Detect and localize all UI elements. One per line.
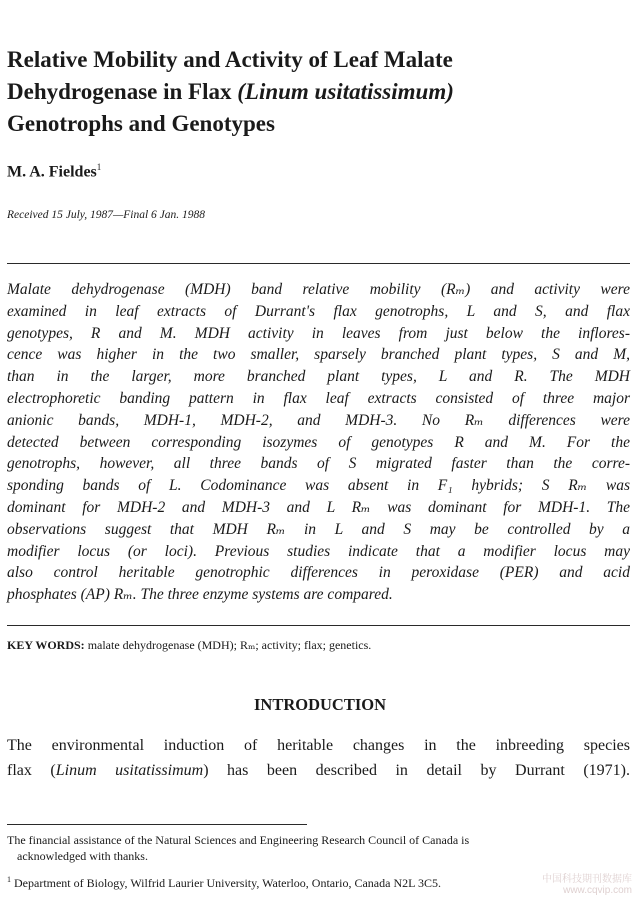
abstract-line: genotypes, R and M. MDH activity in leaves from just below the inflores-: [7, 324, 630, 342]
introduction-line: The environmental induction of heritable changes in the inbreeding species: [7, 737, 630, 754]
watermark-line: 中国科技期刊数据库: [542, 874, 632, 885]
title-species-name: (Linum usitatissimum): [237, 79, 454, 104]
paper-title: [7, 44, 607, 140]
introduction-text-segment: ) has been described in detail by Durrant (1971).: [203, 762, 630, 779]
affiliation-footnote: [7, 872, 630, 891]
author-line: [7, 162, 101, 181]
abstract-line: cence was higher in the two smaller, sparsely branched plant types, S and M,: [7, 346, 630, 364]
abstract-bottom-rule: [7, 625, 630, 626]
abstract-line: modifier locus (or loci). Previous studies indicate that a modifier locus may: [7, 542, 630, 560]
watermark: [542, 874, 632, 896]
abstract-top-rule: [7, 263, 630, 264]
received-dates: Received 15 July, 1987—Final 6 Jan. 1988: [7, 209, 206, 221]
abstract: [7, 279, 630, 606]
abstract-line: Malate dehydrogenase (MDH) band relative mobility (Rₘ) and activity were: [7, 281, 630, 298]
author-affiliation-marker: 1: [96, 162, 102, 172]
title-line-1: Relative Mobility and Activity of Leaf Malate: [7, 47, 453, 72]
abstract-line: genotrophs, however, all three bands of S migrated faster than the corre-: [7, 455, 630, 473]
keywords: [7, 638, 630, 653]
funding-footnote-line: The financial assistance of the Natural Sciences and Engineering Research Council of Canada is: [7, 833, 470, 847]
abstract-line: observations suggest that MDH Rₘ in L and S may be controlled by a: [7, 520, 630, 538]
keywords-text: malate dehydrogenase (MDH); Rₘ; activity; flax; genetics.: [84, 638, 372, 652]
introduction-species-name: Linum usitatissimum: [55, 762, 204, 779]
affiliation-footnote-text: Department of Biology, Wilfrid Laurier University, Waterloo, Ontario, Canada N2L 3C5.: [11, 876, 442, 890]
author-name: M. A. Fieldes: [7, 163, 97, 181]
abstract-line: than in the larger, more branched plant types, L and R. The MDH: [7, 368, 630, 386]
abstract-line: dominant for MDH-2 and MDH-3 and L Rₘ was dominant for MDH-1. The: [7, 498, 630, 516]
abstract-line: phosphates (AP) Rₘ. The three enzyme systems are compared.: [7, 586, 393, 604]
title-line-2: Dehydrogenase in Flax: [7, 79, 238, 104]
introduction-heading: INTRODUCTION: [253, 695, 387, 714]
abstract-line: sponding bands of L. Codominance was absent in F₁ hybrids; S Rₘ was: [7, 477, 630, 495]
title-line-3: Genotrophs and Genotypes: [7, 111, 275, 136]
abstract-line: anionic bands, MDH-1, MDH-2, and MDH-3. No Rₘ differences were: [7, 411, 630, 429]
funding-footnote-line: acknowledged with thanks.: [17, 849, 148, 863]
abstract-line: also control heritable genotrophic differences in peroxidase (PER) and acid: [7, 564, 630, 582]
introduction-line: [7, 758, 630, 783]
footnote-rule: [7, 824, 307, 825]
abstract-line: electrophoretic banding pattern in flax leaf extracts consisted of three major: [7, 389, 630, 407]
keywords-label: KEY WORDS:: [7, 638, 85, 652]
introduction-text-segment: flax (: [7, 762, 56, 779]
watermark-url: www.cqvip.com: [563, 885, 632, 896]
abstract-line: detected between corresponding isozymes of genotypes R and M. For the: [7, 433, 630, 451]
abstract-line: examined in leaf extracts of Durrant's flax genotrophs, L and S, and flax: [7, 302, 630, 320]
affiliation-footnote-marker: 1: [7, 875, 11, 884]
introduction-text: [7, 733, 630, 783]
funding-footnote: [7, 832, 630, 864]
